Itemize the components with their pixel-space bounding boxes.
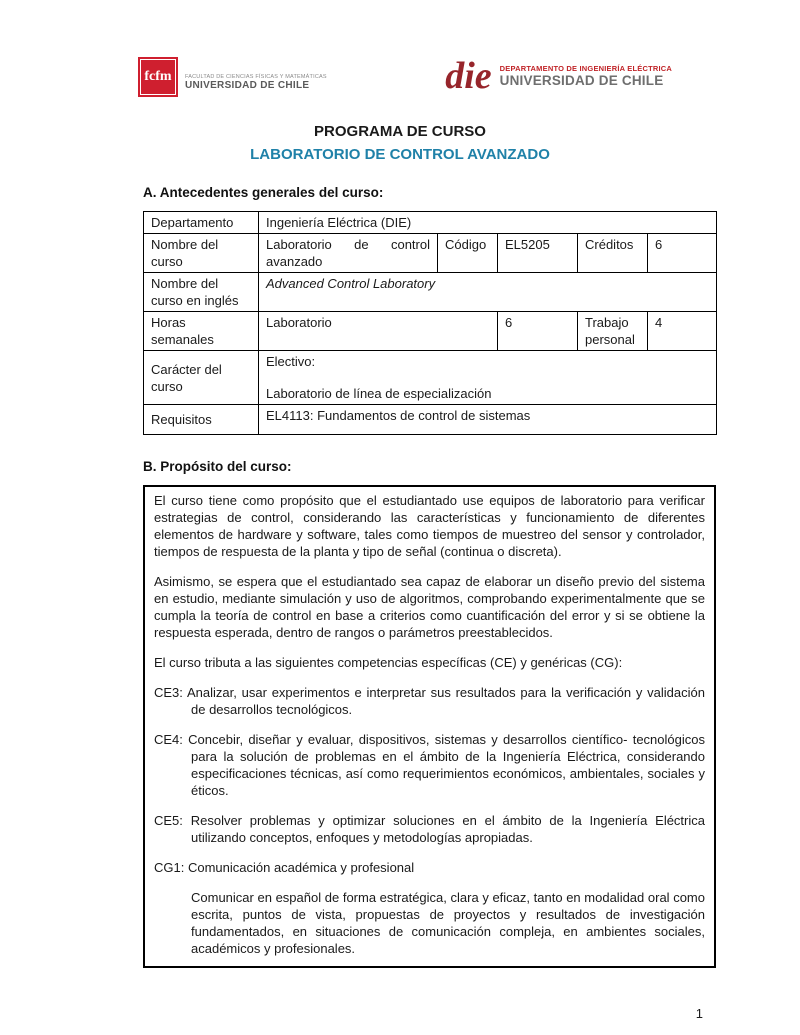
competency-text: Comunicación académica y profesional: [187, 860, 415, 875]
creditos-label: Créditos: [578, 234, 648, 273]
die-logo-text: [500, 64, 672, 88]
die-university-text: UNIVERSIDAD DE CHILE: [499, 73, 664, 89]
departamento-value: Ingeniería Eléctrica (DIE): [259, 212, 717, 234]
departamento-label: Departamento: [144, 212, 259, 234]
requisitos-label: Requisitos: [144, 405, 259, 435]
fcfm-faculty-text: FACULTAD DE CIENCIAS FÍSICAS Y MATEMÁTICAS: [185, 74, 327, 80]
competency-item-cg1: [154, 859, 705, 876]
nombre-value: Laboratorio de control avanzado: [259, 234, 438, 273]
purpose-paragraph-1: El curso tiene como propósito que el estudiantado use equipos de laboratorio para verificar estrategias de control, considerando las características y funcionamiento de diferentes elementos de hardware y software, tales como tiempos de muestreo del sensor y controlador, tiempos de respuesta de la planta y tipo de señal (continua o discreta).: [154, 493, 705, 559]
codigo-label: Código: [438, 234, 498, 273]
table-row-nombre: [144, 234, 717, 273]
fcfm-university-text: UNIVERSIDAD DE CHILE: [185, 80, 310, 91]
caracter-line1: Electivo:: [266, 354, 316, 369]
die-department-text: DEPARTAMENTO DE INGENIERÍA ELÉCTRICA: [499, 64, 672, 74]
table-row-requisitos: [144, 405, 717, 435]
document-content: [143, 185, 716, 968]
competency-label: CG1:: [154, 860, 185, 875]
competency-text: Analizar, usar experimentos e interpretar sus resultados para la verificación y validación de desarrollos tecnológicos.: [186, 685, 705, 717]
competency-text: Resolver problemas y optimizar soluciones en el ámbito de la Ingeniería Eléctrica utilizando conceptos, enfoques y metodologías apropiadas.: [190, 813, 705, 845]
competency-label: CE3:: [154, 685, 183, 700]
creditos-value: 6: [648, 234, 717, 273]
header-logos: [0, 0, 800, 97]
competency-label: CE4:: [154, 732, 183, 747]
competency-text: Concebir, diseñar y evaluar, dispositivos, sistemas y desarrollos científico- tecnológicos para la solución de problemas en el ámbito de la Ingeniería Eléctrica, considerando especificaciones técnicas, así como requerimientos económicos, ambientales, sociales y éticos.: [188, 732, 705, 798]
competency-label: CE5:: [154, 813, 183, 828]
nombre-label: Nombre del curso: [144, 234, 259, 273]
table-row-horas: [144, 312, 717, 351]
table-row-caracter: [144, 351, 717, 405]
purpose-paragraph-2: Asimismo, se espera que el estudiantado sea capaz de elaborar un diseño previo del sistema en estudio, mediante simulación y uso de algoritmos, comprobando experimentalmente que se cumpla la teoría de control en base a criterios como cuantificación del error y si se obtiene la respuesta esperada, dentro de rangos o parámetros preestablecidos.: [154, 574, 705, 640]
table-row-nombre-ingles: [144, 273, 717, 312]
competency-item-ce5: [154, 812, 705, 846]
nombre-ingles-label: Nombre del curso en inglés: [144, 273, 259, 312]
purpose-paragraph-3: El curso tributa a las siguientes competencias específicas (CE) y genéricas (CG):: [154, 655, 623, 670]
section-a-heading: A. Antecedentes generales del curso:: [143, 185, 384, 200]
fcfm-logo-text: [185, 57, 327, 91]
horas-trabajo-label: Trabajo personal: [578, 312, 648, 351]
requisitos-value: EL4113: Fundamentos de control de sistemas: [259, 405, 717, 435]
horas-lab-value: 6: [498, 312, 578, 351]
die-logo: [445, 55, 672, 97]
die-logo-mark: die: [445, 55, 492, 97]
page-number: 1: [695, 1006, 703, 1021]
nombre-ingles-value: Advanced Control Laboratory: [259, 273, 717, 312]
fcfm-logo-mark: fcfm: [138, 57, 178, 97]
title-block: [0, 123, 800, 163]
course-title: LABORATORIO DE CONTROL AVANZADO: [250, 146, 550, 163]
caracter-value: [259, 351, 717, 405]
competency-item-ce3: [154, 684, 705, 718]
cg1-detail-paragraph: Comunicar en español de forma estratégica, clara y eficaz, tanto en modalidad oral como escrita, puntos de vista, propuestas de proyectos y resultados de investigación fundamentados, en situaciones de comunicación compleja, en ambientes sociales, académicos y profesionales.: [191, 890, 705, 956]
competency-item-ce4: [154, 731, 705, 799]
course-info-table: [143, 211, 717, 435]
codigo-value: EL5205: [498, 234, 578, 273]
caracter-label: Carácter del curso: [144, 351, 259, 405]
purpose-box: [143, 485, 716, 968]
caracter-line2: Laboratorio de línea de especialización: [266, 386, 492, 401]
fcfm-logo: [138, 57, 327, 97]
horas-lab-label: Laboratorio: [259, 312, 498, 351]
section-b-heading: B. Propósito del curso:: [143, 459, 292, 474]
document-title: PROGRAMA DE CURSO: [314, 123, 486, 140]
table-row-departamento: [144, 212, 717, 234]
horas-label: Horas semanales: [144, 312, 259, 351]
horas-trabajo-value: 4: [648, 312, 717, 351]
